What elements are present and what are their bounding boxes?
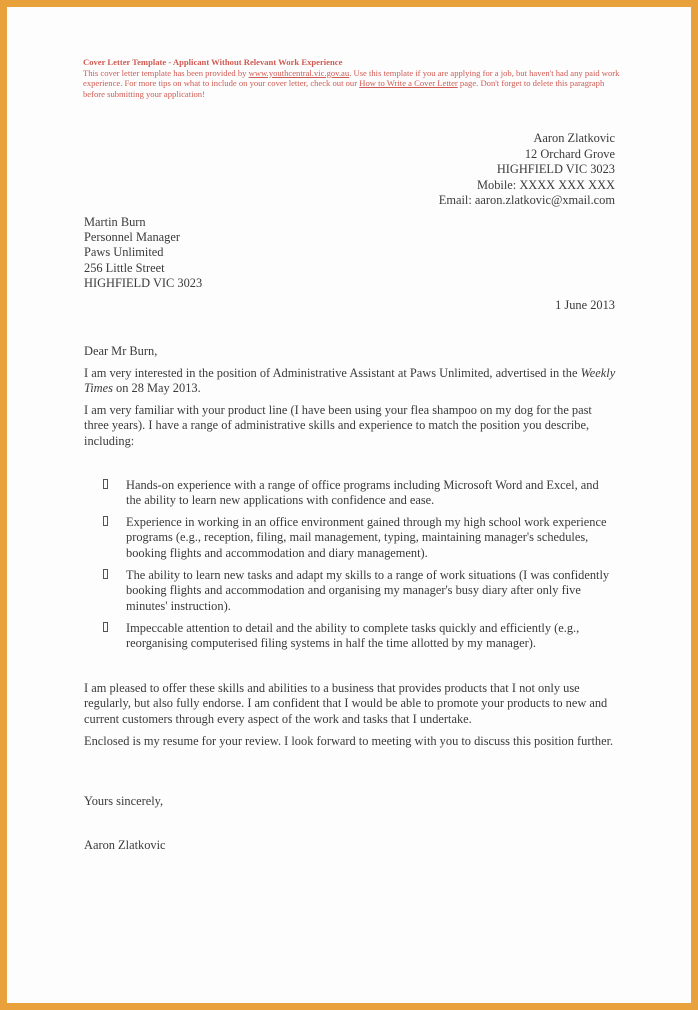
list-item	[103, 568, 613, 614]
sender-name: Aaron Zlatkovic	[533, 131, 615, 145]
template-note	[83, 57, 623, 99]
paragraph-1-text-b: on 28 May 2013.	[112, 381, 201, 396]
template-note-text-a: This cover letter template has been provided by	[83, 67, 249, 78]
publication-name: Weekly Times	[84, 366, 616, 396]
template-note-text-b: . Use this template if you are applying for a job, but haven't had any paid work experience. For more tips on what to include on your cover letter, check out our	[83, 67, 620, 89]
salutation: Dear Mr Burn,	[84, 344, 158, 358]
paragraph-4: Enclosed is my resume for your review. I look forward to meeting with you to discuss this position further.	[84, 734, 614, 748]
list-item	[103, 515, 613, 561]
sender-suburb: HIGHFIELD VIC 3023	[496, 162, 615, 176]
sender-address	[439, 131, 615, 209]
paragraph-2: I am very familiar with your product line (I have been using your flea shampoo on my dog for the past three years). I have a range of administrative skills and experience to match the position you describe, including:	[84, 403, 592, 448]
signature-name: Aaron Zlatkovic	[84, 838, 166, 852]
list-item	[103, 621, 613, 652]
list-item-text: Experience in working in an office environment gained through my high school work experience programs (e.g., reception, filing, mail management, typing, maintaining manager's schedules, booking flights and accommodation and diary management).	[126, 515, 607, 560]
sender-email: Email: aaron.zlatkovic@xmail.com	[438, 193, 615, 207]
bullet-box-icon	[103, 622, 108, 632]
paragraph-1	[84, 366, 619, 397]
document-page	[7, 7, 691, 1003]
cover-letter-guide-link[interactable]: How to Write a Cover Letter	[359, 78, 458, 89]
letter-date: 1 June 2013	[555, 298, 615, 312]
sender-street: 12 Orchard Grove	[524, 146, 615, 161]
closing: Yours sincerely,	[84, 794, 164, 808]
recipient-suburb: HIGHFIELD VIC 3023	[84, 275, 203, 290]
bullet-box-icon	[103, 479, 108, 489]
list-item-text: Impeccable attention to detail and the ability to complete tasks quickly and efficiently (e.g., reorganising computerised filing systems in half the time allotted by my manager).	[126, 621, 580, 651]
recipient-company: Paws Unlimited	[84, 245, 164, 260]
recipient-street: 256 Little Street	[84, 260, 165, 275]
list-item-text: The ability to learn new tasks and adapt my skills to a range of work situations (I was confidently booking flights and accommodation and organising my manager's busy diary after only five minutes' instruction).	[126, 568, 610, 613]
sender-mobile: Mobile: XXXX XXX XXX	[476, 177, 615, 192]
paragraph-1-text-a: I am very interested in the position of Administrative Assistant at Paws Unlimited, advertised in the	[84, 366, 581, 380]
bullet-box-icon	[103, 516, 108, 526]
template-note-text-c: page. Don't forget to delete this paragraph before submitting your application!	[83, 78, 605, 99]
recipient-title: Personnel Manager	[84, 230, 180, 245]
template-note-title: Cover Letter Template - Applicant Without Relevant Work Experience	[83, 57, 343, 67]
recipient-name: Martin Burn	[84, 215, 146, 229]
bullet-box-icon	[103, 569, 108, 579]
list-item	[103, 478, 613, 509]
paragraph-3: I am pleased to offer these skills and abilities to a business that provides products that I not only use regularly, but also fully endorse. I am confident that I would be able to promote your products to new and current customers through every aspect of the work and tasks that I undertake.	[84, 681, 608, 726]
youthcentral-link[interactable]: www.youthcentral.vic.gov.au	[248, 67, 350, 78]
recipient-address	[84, 215, 202, 291]
list-item-text: Hands-on experience with a range of office programs including Microsoft Word and Excel, and the ability to learn new applications with confidence and ease.	[126, 478, 599, 508]
